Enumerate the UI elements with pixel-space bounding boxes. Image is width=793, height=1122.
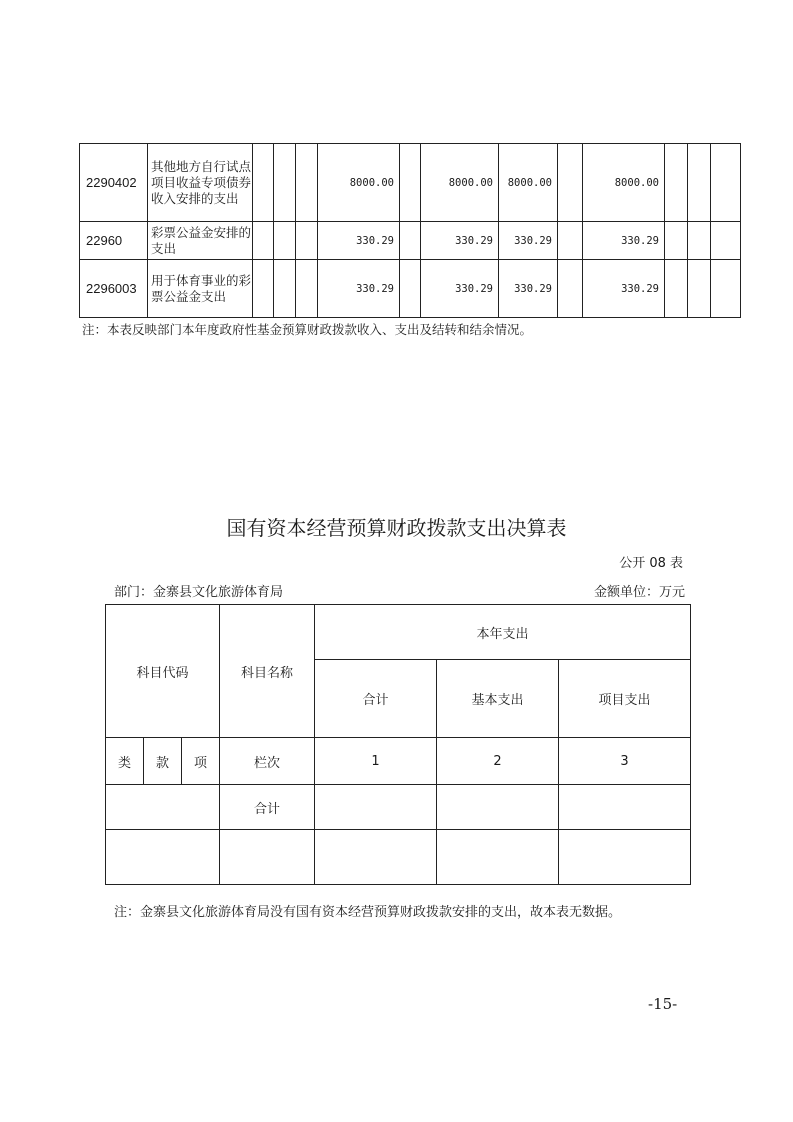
amount-cell: 330.29 <box>499 260 558 318</box>
col-index-1: 1 <box>315 738 437 785</box>
department-label: 部门：金寨县文化旅游体育局 <box>114 585 284 600</box>
amount-cell <box>274 260 296 318</box>
header-subject-name: 科目名称 <box>220 605 315 738</box>
amount-cell <box>665 222 688 260</box>
amount-cell <box>688 222 711 260</box>
amount-cell: 330.29 <box>421 260 499 318</box>
header-project: 项目支出 <box>559 660 691 738</box>
amount-cell: 330.29 <box>583 222 665 260</box>
subject-code: 2290402 <box>80 144 148 222</box>
table-row <box>80 222 741 260</box>
amount-cell <box>558 222 583 260</box>
amount-cell: 8000.00 <box>499 144 558 222</box>
amount-cell <box>253 260 274 318</box>
amount-cell: 330.29 <box>421 222 499 260</box>
col-lei: 类 <box>106 738 144 785</box>
table-note: 注：本表反映部门本年度政府性基金预算财政拨款收入、支出及结转和结余情况。 <box>82 322 533 337</box>
total-row-basic <box>437 785 559 830</box>
continuation-table <box>79 143 741 318</box>
subject-name: 彩票公益金安排的支出 <box>148 222 253 260</box>
amount-cell: 330.29 <box>318 222 400 260</box>
amount-cell <box>711 144 741 222</box>
amount-cell <box>400 144 421 222</box>
col-xiang: 项 <box>182 738 220 785</box>
amount-cell: 330.29 <box>499 222 558 260</box>
expenditure-table <box>105 604 691 885</box>
amount-cell <box>296 260 318 318</box>
amount-cell <box>400 260 421 318</box>
amount-cell <box>274 144 296 222</box>
amount-cell <box>400 222 421 260</box>
amount-cell: 330.29 <box>318 260 400 318</box>
col-index-3: 3 <box>559 738 691 785</box>
amount-cell <box>253 144 274 222</box>
subject-name: 其他地方自行试点项目收益专项债券收入安排的支出 <box>148 144 253 222</box>
total-row-value <box>315 785 437 830</box>
subject-code: 2296003 <box>80 260 148 318</box>
total-row-label: 合计 <box>220 785 315 830</box>
amount-cell: 8000.00 <box>583 144 665 222</box>
amount-cell <box>558 260 583 318</box>
amount-cell: 330.29 <box>583 260 665 318</box>
page-title: 国有资本经营预算财政拨款支出决算表 <box>226 516 567 540</box>
header-total: 合计 <box>315 660 437 738</box>
empty-row-basic <box>437 830 559 885</box>
header-current-year: 本年支出 <box>315 605 691 660</box>
amount-cell <box>688 260 711 318</box>
col-kuan: 款 <box>144 738 182 785</box>
empty-row-project <box>559 830 691 885</box>
amount-cell <box>688 144 711 222</box>
amount-cell <box>274 222 296 260</box>
amount-cell: 8000.00 <box>421 144 499 222</box>
continuation-table-body <box>80 144 741 318</box>
header-subject-code: 科目代码 <box>106 605 220 738</box>
table-row <box>80 260 741 318</box>
header-basic: 基本支出 <box>437 660 559 738</box>
amount-cell <box>665 260 688 318</box>
amount-cell <box>711 222 741 260</box>
amount-cell <box>665 144 688 222</box>
amount-cell <box>711 260 741 318</box>
empty-row-name <box>220 830 315 885</box>
table-row <box>80 144 741 222</box>
amount-cell <box>253 222 274 260</box>
page-number: -15- <box>648 995 678 1013</box>
empty-row-code <box>106 830 220 885</box>
amount-unit-label: 金额单位：万元 <box>593 585 685 600</box>
amount-cell <box>296 144 318 222</box>
empty-row-total <box>315 830 437 885</box>
table-note-2: 注：金寨县文化旅游体育局没有国有资本经营预算财政拨款安排的支出，故本表无数据。 <box>114 905 622 920</box>
amount-cell <box>296 222 318 260</box>
amount-cell <box>558 144 583 222</box>
col-index-2: 2 <box>437 738 559 785</box>
col-lanci: 栏次 <box>220 738 315 785</box>
total-row-code <box>106 785 220 830</box>
subject-code: 22960 <box>80 222 148 260</box>
subject-name: 用于体育事业的彩票公益金支出 <box>148 260 253 318</box>
amount-cell: 8000.00 <box>318 144 400 222</box>
form-number: 公开 08 表 <box>619 556 683 571</box>
total-row-project <box>559 785 691 830</box>
